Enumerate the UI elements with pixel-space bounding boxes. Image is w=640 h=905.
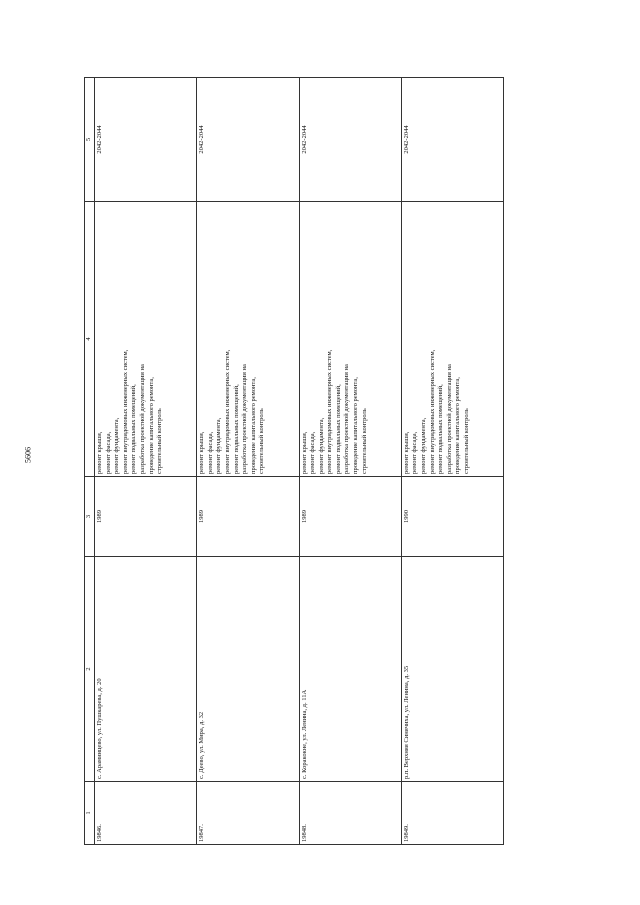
year-cell: 1990 [401,477,503,557]
row-number: 19847. [197,782,299,845]
works-cell [95,202,197,477]
address-cell: с. Деево, ул. Мира, д. 32 [197,557,299,782]
works-text: ремонт крыши, ремонт фасада, ремонт фундамента, ремонт внутридомовых инженерных систем, ремонт подвальных помещений, разработка проектной документации на проведение капитального ремонта, строительный контроль [402,349,470,474]
year-cell: 1989 [299,477,401,557]
address-cell: с. Араминцево, ул. Пушкарева, д. 20 [95,557,197,782]
period-cell: 2042-2044 [299,78,401,202]
rotated-table-sheet [84,78,504,845]
table-row [197,78,299,845]
row-number: 19848. [299,782,401,845]
period-cell: 2042-2044 [95,78,197,202]
repair-schedule-table [84,77,504,845]
period-cell: 2042-2044 [401,78,503,202]
page-number: 5606 [23,447,33,463]
works-cell [401,202,503,477]
row-number: 19849. [401,782,503,845]
address-cell: р.п. Верхняя Синячиха, ул. Ленина, д. 35 [401,557,503,782]
column-header-2: 2 [85,557,95,782]
table-row [95,78,197,845]
year-cell: 1989 [197,477,299,557]
table-row [401,78,503,845]
address-cell: с. Коракокне, ул. Ленина, д. 11А [299,557,401,782]
column-header-1: 1 [85,782,95,845]
period-cell: 2042-2044 [197,78,299,202]
table-row [299,78,401,845]
year-cell: 1989 [95,477,197,557]
row-number: 19846. [95,782,197,845]
column-header-5: 5 [85,78,95,202]
rotated-table-container [84,78,504,845]
works-cell [197,202,299,477]
works-text: ремонт крыши, ремонт фасада, ремонт фундамента, ремонт внутридомовых инженерных систем, ремонт подвальных помещений, разработка проектной документации на проведение капитального ремонта, строительный контроль [198,349,266,474]
column-header-4: 4 [85,202,95,477]
column-number-row [85,78,95,845]
works-cell [299,202,401,477]
works-text: ремонт крыши, ремонт фасада, ремонт фундамента, ремонт внутридомовых инженерных систем, ремонт подвальных помещений, разработка проектной документации на проведение капитального ремонта, строительный контроль [96,349,164,474]
works-text: ремонт крыши, ремонт фасада, ремонт фундамента, ремонт внутридомовых инженерных систем, ремонт подвальных помещений, разработка проектной документации на проведение капитального ремонта, строительный контроль [300,349,368,474]
column-header-3: 3 [85,477,95,557]
